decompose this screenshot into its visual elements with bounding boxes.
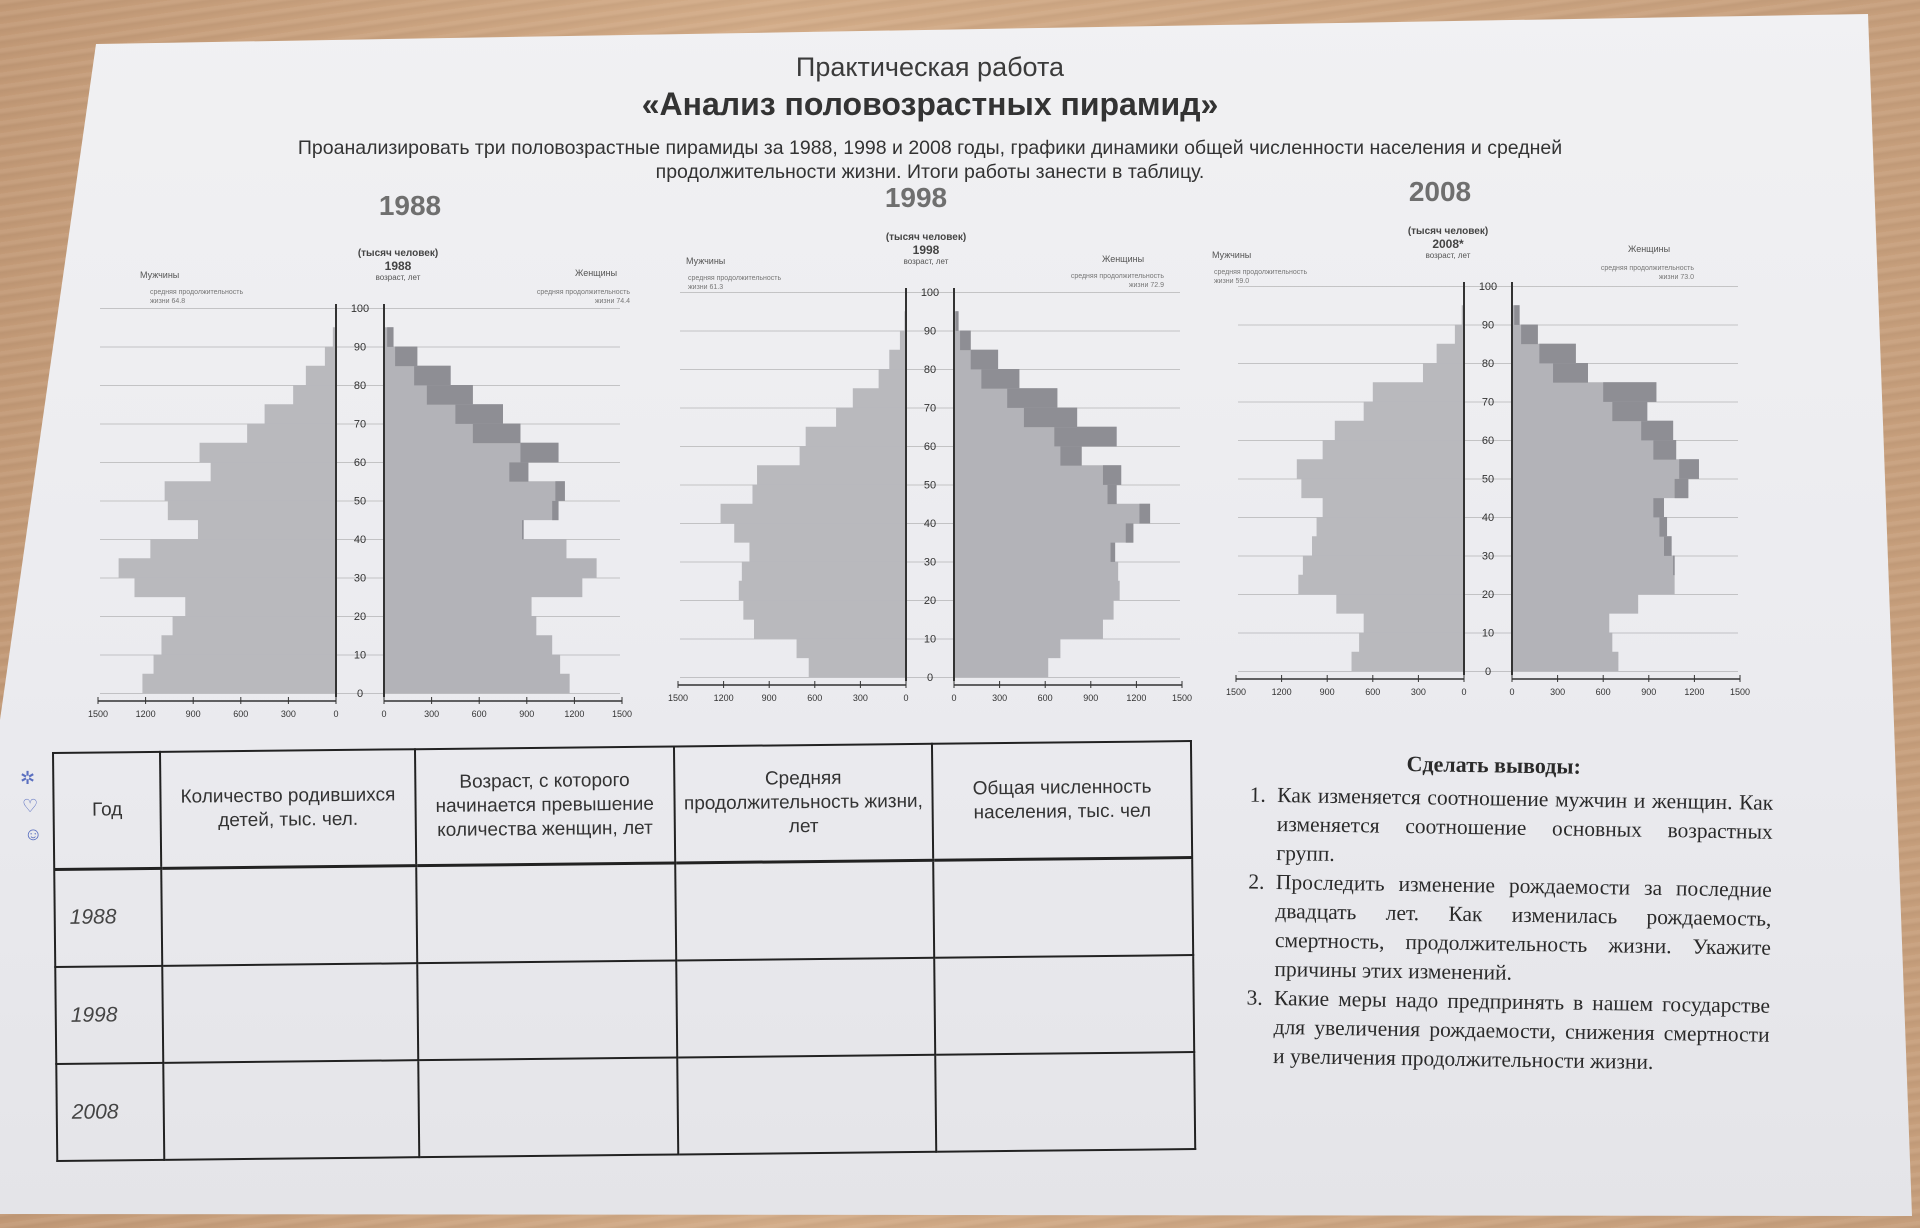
age-tick-label: 10 [353, 649, 367, 662]
men-bar [165, 481, 336, 501]
col-births-header: Количество родившихся детей, тыс. чел. [160, 749, 416, 868]
women-bar [384, 616, 536, 636]
women-excess-bar [427, 385, 473, 405]
women-excess-bar [520, 443, 558, 463]
women-excess-bar [1108, 485, 1117, 505]
women-bar [1512, 536, 1672, 556]
pyramid-2008-header [1368, 226, 1528, 260]
men-bar [749, 542, 906, 562]
pyramid-1988-header [318, 248, 478, 282]
age-tick-label: 70 [1481, 396, 1495, 409]
men-bar [1364, 613, 1464, 633]
men-x-tick-label: 1200 [1271, 687, 1292, 697]
women-excess-bar [1060, 446, 1081, 466]
pyramid-1998-header [846, 232, 1006, 266]
men-bar [325, 347, 336, 367]
women-excess-bar [552, 501, 558, 521]
women-excess-bar [1603, 382, 1656, 402]
row-year-cell: 2008 [56, 1063, 164, 1161]
age-tick-label: 40 [1481, 512, 1495, 524]
pyramid-1988-women-life: средняя продолжительность жизни 74.4 [536, 289, 630, 305]
men-bar [1423, 363, 1464, 383]
women-excess-bar [1553, 363, 1588, 383]
women-bar [384, 674, 570, 694]
row-year-cell: 1998 [55, 966, 163, 1064]
men-bar [265, 404, 336, 424]
women-excess-bar [1659, 517, 1667, 537]
men-x-tick-label: 300 [1410, 687, 1426, 697]
women-bar [1512, 479, 1688, 499]
women-bar [1512, 652, 1618, 672]
births-cell[interactable] [163, 1060, 419, 1159]
pyramid-1998-women-label: Женщины [1102, 254, 1145, 264]
men-bar [1359, 633, 1464, 653]
women-bar [384, 635, 552, 655]
age-tick-label: 90 [1481, 319, 1495, 332]
pyramid-2008-men-label: Мужчины [1212, 250, 1252, 260]
women-excess-bar [455, 404, 503, 424]
women-excess-bar [1054, 427, 1116, 447]
women-bar [954, 542, 1115, 562]
women-bar [954, 581, 1120, 601]
births-cell[interactable] [162, 964, 418, 1063]
women-x-tick-label: 600 [1037, 693, 1053, 703]
women-excess-bar [1521, 325, 1538, 345]
women-excess-bar [1024, 408, 1077, 428]
women-x-tick-label: 300 [424, 709, 440, 719]
age-tick-label: 70 [353, 418, 367, 431]
women-excess-bar [1103, 465, 1121, 485]
men-bar [1323, 498, 1464, 518]
women-excess-bar [1514, 305, 1519, 325]
women-bar [954, 600, 1114, 620]
heart-doodle-icon: ♡ [22, 796, 39, 816]
men-bar [185, 597, 336, 617]
pyramid-1988-men-life: средняя продолжительность жизни 64.8 [150, 289, 244, 305]
women-excess-bar [1139, 504, 1150, 524]
women-bar [1512, 459, 1699, 479]
women-x-tick-label: 1500 [1729, 687, 1751, 697]
women-excess-bar [960, 331, 971, 351]
conclusion-item: 2. Проследить изменение рождаемости за последние двадцать лет. Как изменилась рождаемость, смертность, продолжительность жизни. Укажите причины этих изменений. [1268, 868, 1772, 992]
men-bar [1352, 652, 1464, 672]
pyramid-2008-women-life: средняя продолжительность жизни 73.0 [1600, 265, 1694, 281]
men-bar [754, 619, 906, 639]
men-x-tick-label: 0 [333, 709, 339, 719]
age-tick-label: 60 [923, 441, 937, 453]
men-bar [1297, 459, 1464, 479]
women-excess-bar [971, 350, 998, 370]
women-x-tick-label: 0 [951, 693, 957, 703]
pyramid-1998-heading: 1998 [884, 182, 948, 213]
women-bar [1512, 440, 1676, 460]
men-bar [797, 639, 906, 659]
conclusions-block [1209, 748, 1774, 1079]
women-x-tick-label: 900 [1083, 693, 1099, 703]
women-excess-bar [522, 520, 524, 540]
women-x-tick-label: 600 [471, 709, 487, 719]
population-cell[interactable] [935, 1052, 1195, 1151]
men-bar [154, 655, 336, 675]
men-bar [742, 562, 906, 582]
men-bar [1301, 479, 1464, 499]
age-tick-label: 90 [923, 325, 937, 338]
women-excess-bar [981, 369, 1019, 389]
age-tick-label: 50 [353, 495, 367, 508]
men-bar [247, 424, 336, 444]
women-x-tick-label: 1200 [1126, 693, 1147, 703]
men-bar [752, 485, 906, 505]
pyramid-2008-age-label: возраст, лет [1425, 251, 1471, 260]
conclusions-heading: Сделать выводы: [1406, 751, 1582, 779]
women-excess-bar [1126, 523, 1134, 543]
men-bar [134, 578, 336, 598]
women-x-tick-label: 1500 [611, 709, 633, 719]
pyramid-2008-women-label: Женщины [1628, 244, 1671, 254]
men-bar [198, 520, 336, 540]
men-x-tick-label: 1500 [87, 709, 109, 719]
women-excess-bar [1653, 498, 1664, 518]
women-x-tick-label: 1200 [1684, 687, 1705, 697]
female-excess-age-cell[interactable] [417, 961, 677, 1060]
men-bar [879, 369, 906, 389]
results-table-header [53, 741, 1192, 869]
col-year-header: Год [53, 752, 161, 869]
women-x-tick-label: 1200 [564, 709, 585, 719]
men-x-tick-label: 600 [233, 709, 249, 719]
women-bar [1512, 517, 1667, 537]
population-cell[interactable] [934, 956, 1194, 1055]
men-bar [853, 388, 906, 408]
assignment-text-line2: продолжительности жизни. Итоги работы занести в таблицу. [655, 161, 1205, 183]
women-bar [1512, 575, 1675, 595]
age-tick-label: 20 [923, 595, 937, 607]
age-tick-label: 80 [353, 380, 367, 392]
men-x-tick-label: 900 [761, 693, 777, 703]
life-expectancy-cell[interactable] [677, 1055, 937, 1154]
assignment-text-line1: Проанализировать три половозрастные пирамиды за 1988, 1998 и 2008 годы, графики динамики общей численности населения и средней [297, 137, 1563, 159]
men-bar [809, 658, 906, 678]
women-bar [1512, 556, 1675, 576]
women-bar [384, 578, 582, 598]
women-bar [384, 462, 528, 482]
col-female-excess-age-header: Возраст, с которого начинается превышение количества женщин, лет [415, 746, 675, 865]
col-life-expectancy-header: Средняя продолжительность жизни, лет [673, 744, 933, 863]
female-excess-age-cell[interactable] [418, 1058, 678, 1157]
age-tick-label: 50 [1481, 473, 1495, 486]
age-tick-label: 90 [353, 341, 367, 354]
age-tick-label: 50 [923, 479, 937, 492]
women-bar [384, 655, 560, 675]
women-excess-bar [1111, 542, 1116, 562]
women-bar [384, 539, 566, 559]
age-tick-label: 60 [353, 457, 367, 469]
women-x-tick-label: 300 [992, 693, 1008, 703]
smiley-doodle-icon: ☺ [24, 824, 43, 844]
pyramid-1998-men-life: средняя продолжительность жизни 61.3 [688, 275, 782, 291]
age-tick-label: 40 [353, 534, 367, 546]
age-tick-label: 40 [923, 518, 937, 530]
page-title-line1: Практическая работа [795, 52, 1065, 82]
men-x-tick-label: 900 [1319, 687, 1335, 697]
life-expectancy-cell[interactable] [676, 958, 936, 1057]
conclusion-item: 1. Как изменяется соотношение мужчин и женщин. Как изменяется соотношение основных возрастных групп. [1270, 781, 1773, 876]
women-excess-bar [555, 481, 565, 501]
men-bar [1455, 325, 1464, 345]
women-excess-bar [509, 462, 528, 482]
pyramid-1998-women-life: средняя продолжительность жизни 72.9 [1070, 273, 1164, 289]
men-bar [1373, 382, 1464, 402]
men-bar [1364, 402, 1464, 422]
women-bar [384, 481, 565, 501]
age-tick-label: 100 [350, 303, 370, 315]
women-bar [384, 558, 597, 578]
women-excess-bar [1612, 402, 1647, 422]
men-bar [739, 581, 906, 601]
age-tick-label: 10 [923, 633, 937, 646]
women-excess-bar [1653, 440, 1676, 460]
pyramid-1988-age-label: возраст, лет [375, 273, 421, 282]
women-excess-bar [473, 424, 521, 444]
pyramid-1988-chart [80, 300, 640, 730]
men-bar [1298, 575, 1464, 595]
pyramid-1998-year: 1998 [912, 243, 940, 257]
age-tick-label: 20 [353, 611, 367, 623]
men-bar [721, 504, 906, 524]
age-tick-label: 0 [926, 672, 934, 684]
women-excess-bar [956, 311, 959, 331]
men-x-tick-label: 1200 [713, 693, 734, 703]
age-tick-label: 30 [1481, 550, 1495, 563]
men-x-tick-label: 0 [1461, 687, 1467, 697]
page-title-line2: «Анализ половозрастных пирамид» [641, 86, 1219, 122]
women-x-tick-label: 600 [1595, 687, 1611, 697]
men-bar [119, 558, 336, 578]
pyramid-2008-men-life: средняя продолжительность жизни 59.0 [1214, 269, 1308, 285]
age-tick-label: 30 [923, 556, 937, 569]
women-bar [954, 658, 1048, 678]
men-bar [836, 408, 906, 428]
age-tick-label: 20 [1481, 589, 1495, 601]
women-bar [954, 504, 1150, 524]
men-bar [800, 446, 906, 466]
men-x-tick-label: 0 [903, 693, 909, 703]
women-bar [384, 597, 532, 617]
women-excess-bar [1641, 421, 1673, 441]
men-bar [1323, 440, 1464, 460]
men-bar [306, 366, 336, 386]
table-row [56, 1052, 1195, 1161]
conclusion-item: 3. Какие меры надо предпринять в нашем государстве для увеличения рождаемости, снижения смертности и увеличения продолжительности жизни. [1267, 984, 1770, 1079]
pyramid-1998-unit: (тысяч человек) [885, 232, 967, 243]
pyramid-1988-men-label: Мужчины [140, 270, 180, 280]
pyramid-2008-heading: 2008 [1408, 176, 1472, 207]
age-tick-label: 80 [1481, 358, 1495, 370]
men-x-tick-label: 1500 [1225, 687, 1247, 697]
women-bar [954, 562, 1118, 582]
men-bar [757, 465, 906, 485]
women-x-tick-label: 0 [381, 709, 387, 719]
population-cell[interactable] [933, 857, 1193, 958]
women-excess-bar [1673, 556, 1675, 576]
men-bar [1437, 344, 1464, 364]
men-bar [1317, 517, 1464, 537]
men-bar [200, 443, 336, 463]
women-excess-bar [1539, 344, 1575, 364]
women-excess-bar [414, 366, 450, 386]
men-bar [211, 462, 336, 482]
men-x-tick-label: 900 [185, 709, 201, 719]
women-bar [1512, 613, 1609, 633]
men-bar [1336, 594, 1464, 614]
results-table [52, 740, 1196, 1162]
women-excess-bar [387, 327, 393, 347]
women-bar [954, 639, 1060, 659]
pyramid-1988-women-label: Женщины [575, 268, 618, 278]
women-bar [1512, 498, 1664, 518]
men-x-tick-label: 1200 [135, 709, 156, 719]
women-bar [954, 619, 1103, 639]
men-bar [142, 674, 336, 694]
women-excess-bar [1007, 388, 1057, 408]
men-bar [734, 523, 906, 543]
women-bar [384, 520, 524, 540]
women-x-tick-label: 900 [1641, 687, 1657, 697]
women-bar [384, 501, 559, 521]
women-excess-bar [1675, 479, 1689, 499]
men-bar [1303, 556, 1464, 576]
age-tick-label: 60 [1481, 435, 1495, 447]
men-bar [1312, 536, 1464, 556]
age-tick-label: 30 [353, 572, 367, 585]
men-bar [806, 427, 906, 447]
pyramid-1998-men-label: Мужчины [686, 256, 726, 266]
pyramid-1988-heading: 1988 [378, 190, 442, 221]
men-x-tick-label: 300 [280, 709, 296, 719]
men-x-tick-label: 1500 [667, 693, 689, 703]
men-bar [150, 539, 336, 559]
women-bar [1512, 633, 1612, 653]
men-x-tick-label: 300 [852, 693, 868, 703]
women-excess-bar [1679, 459, 1699, 479]
pyramid-1988-unit: (тысяч человек) [357, 248, 439, 259]
pyramid-2008-year: 2008* [1432, 237, 1464, 251]
women-x-tick-label: 1500 [1171, 693, 1193, 703]
age-tick-label: 0 [1484, 666, 1492, 678]
women-bar [954, 523, 1133, 543]
women-bar [1512, 594, 1638, 614]
women-x-tick-label: 900 [519, 709, 535, 719]
men-bar [889, 350, 906, 370]
pyramid-1998-age-label: возраст, лет [903, 257, 949, 266]
pyramid-1988-year: 1988 [384, 259, 412, 273]
women-bar [954, 465, 1121, 485]
men-bar [293, 385, 336, 405]
men-x-tick-label: 600 [1365, 687, 1381, 697]
age-tick-label: 70 [923, 402, 937, 415]
age-tick-label: 0 [356, 688, 364, 700]
conclusions-list [1209, 780, 1773, 1079]
men-bar [173, 616, 336, 636]
table-row [54, 857, 1193, 967]
births-cell[interactable] [161, 865, 417, 966]
men-bar [168, 501, 336, 521]
women-x-tick-label: 0 [1509, 687, 1515, 697]
table-row [55, 956, 1194, 1065]
pyramid-1998-chart [660, 284, 1200, 714]
pen-doodle-icon: ✲ [20, 768, 36, 788]
pyramid-2008-unit: (тысяч человек) [1407, 226, 1489, 237]
col-population-header: Общая численность населения, тыс. чел [932, 741, 1192, 860]
women-excess-bar [1664, 536, 1672, 556]
female-excess-age-cell[interactable] [416, 862, 676, 963]
age-tick-label: 100 [1478, 281, 1498, 293]
life-expectancy-cell[interactable] [675, 860, 935, 961]
pyramid-2008-chart [1218, 278, 1758, 708]
men-bar [743, 600, 906, 620]
row-year-cell: 1988 [54, 868, 162, 968]
age-tick-label: 100 [920, 287, 940, 299]
women-bar [954, 485, 1117, 505]
women-x-tick-label: 300 [1550, 687, 1566, 697]
age-tick-label: 80 [923, 364, 937, 376]
women-excess-bar [395, 347, 417, 367]
age-tick-label: 10 [1481, 627, 1495, 640]
men-bar [161, 635, 336, 655]
men-x-tick-label: 600 [807, 693, 823, 703]
men-bar [1335, 421, 1464, 441]
